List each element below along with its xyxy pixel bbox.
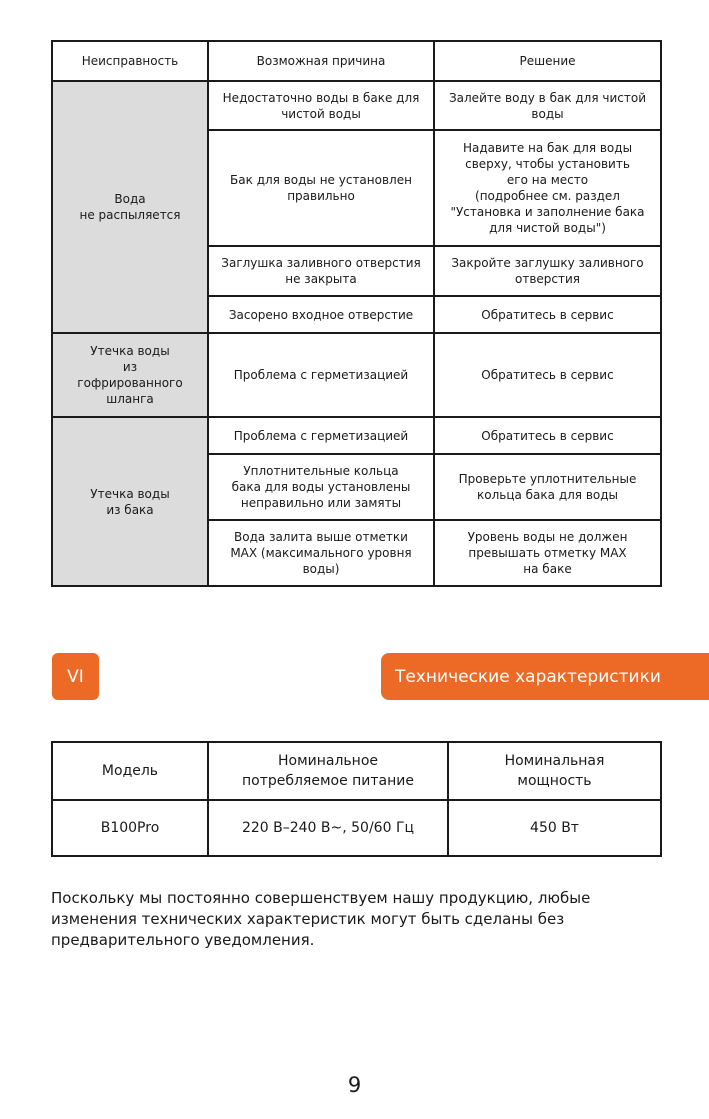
solution-cell: Обратитесь в сервис xyxy=(434,417,661,454)
spec-power-supply-value: 220 В–240 В~, 50/60 Гц xyxy=(208,800,448,856)
solution-cell: Проверьте уплотнительные кольца бака для воды xyxy=(434,454,661,520)
table-row xyxy=(52,333,661,417)
spec-header-model: Модель xyxy=(52,742,208,800)
cause-cell: Засорено входное отверстие xyxy=(208,296,434,333)
cause-cell: Заглушка заливного отверстия не закрыта xyxy=(208,246,434,296)
solution-cell: Залейте воду в бак для чистой воды xyxy=(434,81,661,130)
cause-cell: Проблема с герметизацией xyxy=(208,417,434,454)
solution-cell: Надавите на бак для воды сверху, чтобы установить его на место (подробнее см. раздел "Установка и заполнение бака для чистой воды") xyxy=(434,130,661,246)
spec-header-row xyxy=(52,742,661,800)
troubleshooting-header-row xyxy=(52,41,661,81)
header-fault: Неисправность xyxy=(52,41,208,81)
spec-header-power-supply: Номинальное потребляемое питание xyxy=(208,742,448,800)
fault-cell: Утечка воды из гофрированного шланга xyxy=(52,333,208,417)
specifications-table xyxy=(51,741,662,857)
page-number: 9 xyxy=(347,1073,362,1097)
solution-cell: Закройте заглушку заливного отверстия xyxy=(434,246,661,296)
fault-cell: Утечка воды из бака xyxy=(52,417,208,586)
header-solution: Решение xyxy=(434,41,661,81)
cause-cell: Уплотнительные кольца бака для воды установлены неправильно или замяты xyxy=(208,454,434,520)
solution-cell: Уровень воды не должен превышать отметку MAX на баке xyxy=(434,520,661,586)
disclaimer-note: Поскольку мы постоянно совершенствуем нашу продукцию, любые изменения технических характеристик могут быть сделаны без предварительного уведомления. xyxy=(51,889,591,949)
fault-cell: Вода не распыляется xyxy=(52,81,208,333)
cause-cell: Недостаточно воды в баке для чистой воды xyxy=(208,81,434,130)
section-title-banner: Технические характеристики xyxy=(381,653,709,700)
header-cause: Возможная причина xyxy=(208,41,434,81)
spec-header-power: Номинальная мощность xyxy=(448,742,661,800)
cause-cell: Бак для воды не установлен правильно xyxy=(208,130,434,246)
table-row xyxy=(52,417,661,454)
solution-cell: Обратитесь в сервис xyxy=(434,333,661,417)
solution-cell: Обратитесь в сервис xyxy=(434,296,661,333)
table-row xyxy=(52,81,661,130)
spec-model-value: B100Pro xyxy=(52,800,208,856)
section-number-badge: VI xyxy=(52,653,99,700)
spec-power-value: 450 Вт xyxy=(448,800,661,856)
cause-cell: Вода залита выше отметки MAX (максимального уровня воды) xyxy=(208,520,434,586)
troubleshooting-table xyxy=(51,40,662,587)
table-row xyxy=(52,800,661,856)
cause-cell: Проблема с герметизацией xyxy=(208,333,434,417)
